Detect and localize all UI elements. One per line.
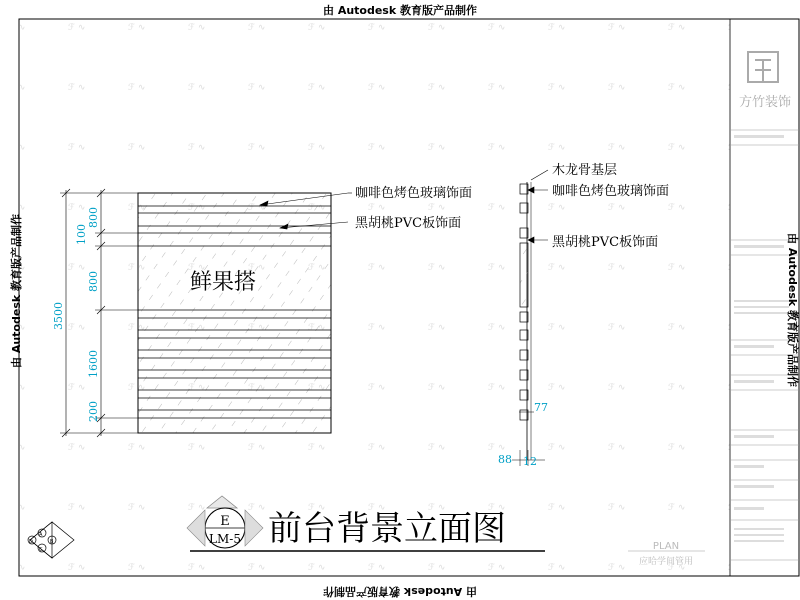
compass-c: C <box>39 547 43 553</box>
section-dim-77: 77 <box>534 401 548 414</box>
compass-d: D <box>29 539 33 545</box>
elevation-callout-pvc: 黑胡桃PVC板饰面 <box>355 216 462 231</box>
watermark-bottom: 由 Autodesk 教育版产品制作 <box>323 585 478 598</box>
company-name: 方竹装饰 <box>738 95 792 110</box>
view-tag-letter: E <box>220 514 230 529</box>
section-dim-12: 12 <box>523 455 537 468</box>
dim-total: 3500 <box>52 302 65 330</box>
titleblock-small-text <box>734 135 789 542</box>
compass-a: A <box>39 532 43 538</box>
dim-200: 200 <box>87 401 100 422</box>
elevation-panel <box>138 193 331 433</box>
view-tag-sheet: LM-5 <box>209 532 241 546</box>
drawing-title: 前台背景立面图 <box>268 509 506 549</box>
brand-sign-text: 鲜果搭 <box>190 270 257 295</box>
plan-stamp-bottom: 应哈学间管用 <box>638 557 694 567</box>
section-callout-pvc: 黑胡桃PVC板饰面 <box>552 235 659 250</box>
watermark-pattern <box>20 20 730 575</box>
section-callout-frame: 木龙骨基层 <box>552 163 618 178</box>
dim-100: 100 <box>75 224 88 245</box>
company-logo-icon <box>748 52 778 82</box>
section-dim-88: 88 <box>498 453 512 466</box>
watermark-left: 由 Autodesk 教育版产品制作 <box>10 213 23 368</box>
watermark-top: 由 Autodesk 教育版产品制作 <box>322 4 477 17</box>
section-callout-glass: 咖啡色烤色玻璃饰面 <box>552 184 670 199</box>
dim-800-mid: 800 <box>87 271 100 292</box>
plan-stamp-top: PLAN <box>652 541 680 552</box>
elevation-callout-glass: 咖啡色烤色玻璃饰面 <box>355 186 473 201</box>
watermark-right: 由 Autodesk 教育版产品制作 <box>786 233 799 388</box>
compass-b: B <box>50 539 54 545</box>
dim-800-top: 800 <box>87 207 100 228</box>
dim-1600: 1600 <box>87 350 100 378</box>
